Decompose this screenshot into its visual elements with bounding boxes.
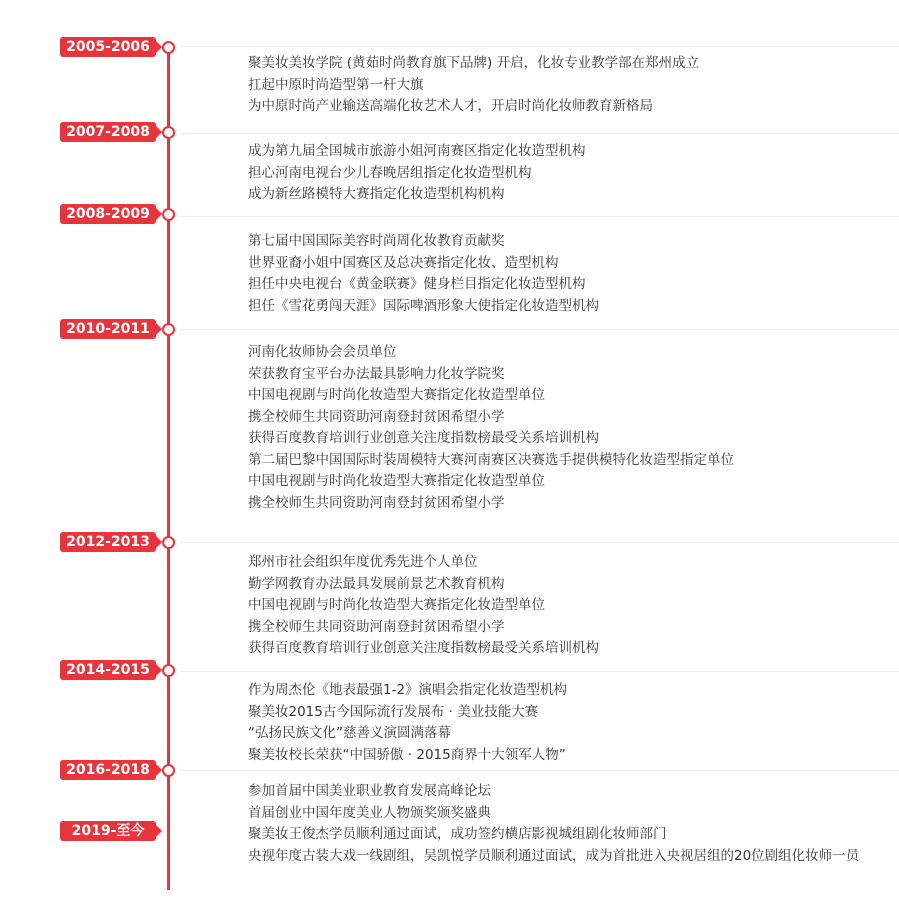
year-badge: 2014-2015	[60, 660, 156, 680]
entry-text: 勤学网教育办法最具发展前景艺术教育机构	[248, 575, 505, 592]
entry-text: 聚美妆校长荣获“中国骄傲 · 2015商界十大领军人物”	[248, 746, 566, 763]
entry-text: 世界亚裔小姐中国赛区及总决赛指定化妆、造型机构	[248, 254, 559, 271]
period-entries	[248, 53, 699, 118]
year-badge: 2012-2013	[60, 532, 156, 552]
period-entries	[248, 824, 859, 867]
entry-text: 首届创业中国年度美业人物颁奖颁奖盛典	[248, 804, 491, 821]
entry-text: 聚美妆2015古今国际流行发展布 · 美业技能大赛	[248, 703, 539, 720]
entry-text: 扛起中原时尚造型第一杆大旗	[248, 76, 424, 93]
entry-text: 担任中央电视台《黄金联赛》健身栏目指定化妆造型机构	[248, 276, 586, 292]
year-badge: 2016-2018	[60, 760, 156, 780]
entry-text: 荣获教育宝平台办法最具影响力化妆学院奖	[248, 365, 505, 382]
timeline-node	[162, 764, 175, 777]
timeline-node	[162, 208, 175, 221]
period-entries	[248, 141, 586, 206]
entry-text: 聚美妆王俊杰学员顺利通过面试，成功签约横店影视城组剧化妆师部门	[248, 826, 667, 842]
period-divider	[180, 216, 899, 217]
entry-text: 作为周杰伦《地表最强1-2》演唱会指定化妆造型机构	[248, 682, 568, 698]
period-entries	[248, 231, 599, 317]
entry-text: 参加首届中国美业职业教育发展高峰论坛	[248, 783, 491, 799]
entry-text: 第七届中国国际美容时尚周化妆教育贡献奖	[248, 233, 505, 249]
year-badge: 2008-2009	[60, 204, 156, 224]
entry-text: 成为新丝路模特大赛指定化妆造型机构机构	[248, 186, 505, 202]
entry-text: 携全校师生共同资助河南登封贫困希望小学	[248, 408, 505, 425]
timeline-node	[162, 664, 175, 677]
period-entries	[248, 552, 599, 660]
entry-text: 担任《雪花勇闯天涯》国际啤酒形象大使指定化妆造型机构	[248, 297, 599, 314]
entry-text: 中国电视剧与时尚化妆造型大赛指定化妆造型单位	[248, 597, 545, 613]
period-divider	[180, 542, 899, 543]
year-badge: 2010-2011	[60, 319, 156, 339]
entry-text: 河南化妆师协会会员单位	[248, 344, 397, 360]
period-entries	[248, 781, 491, 824]
period-entries	[248, 342, 734, 514]
entry-text: 中国电视剧与时尚化妆造型大赛指定化妆造型单位	[248, 387, 545, 403]
entry-text: 为中原时尚产业输送高端化妆艺术人才，开启时尚化妆师教育新格局	[248, 98, 653, 114]
period-entries	[248, 680, 567, 766]
entry-text: 担心河南电视台少儿春晚居组指定化妆造型机构	[248, 164, 532, 181]
entry-text: 第二届巴黎中国国际时装周模特大赛河南赛区决赛选手提供模特化妆造型指定单位	[248, 451, 734, 468]
entry-text: “弘扬民族文化”慈善义演圆满落幕	[248, 725, 451, 741]
timeline-node	[162, 126, 175, 139]
entry-text: 获得百度教育培训行业创意关注度指数榜最受关系培训机构	[248, 640, 599, 656]
entry-text: 成为第九届全国城市旅游小姐河南赛区指定化妆造型机构	[248, 143, 586, 159]
entry-text: 携全校师生共同资助河南登封贫困希望小学	[248, 618, 505, 635]
entry-text: 中国电视剧与时尚化妆造型大赛指定化妆造型单位	[248, 473, 545, 489]
period-divider	[180, 46, 899, 47]
period-divider	[180, 770, 899, 771]
entry-text: 携全校师生共同资助河南登封贫困希望小学	[248, 494, 505, 511]
period-divider	[180, 671, 899, 672]
entry-text: 央视年度古装大戏一线剧组，吴凯悦学员顺利通过面试，成为首批进入央视居组的20位剧组化妆师一员	[248, 847, 860, 864]
period-divider	[180, 329, 899, 330]
entry-text: 获得百度教育培训行业创意关注度指数榜最受关系培训机构	[248, 430, 599, 446]
timeline-node	[162, 536, 175, 549]
entry-text: 郑州市社会组织年度优秀先进个人单位	[248, 554, 478, 570]
timeline-node	[162, 323, 175, 336]
year-badge: 2005-2006	[60, 37, 156, 57]
entry-text: 聚美妆美妆学院 (黄茹时尚教育旗下品牌) 开启，化妆专业教学部在郑州成立	[248, 55, 700, 71]
year-badge: 2007-2008	[60, 122, 156, 142]
year-badge: 2019-至今	[60, 821, 156, 841]
timeline-node	[162, 41, 175, 54]
period-divider	[180, 133, 899, 134]
